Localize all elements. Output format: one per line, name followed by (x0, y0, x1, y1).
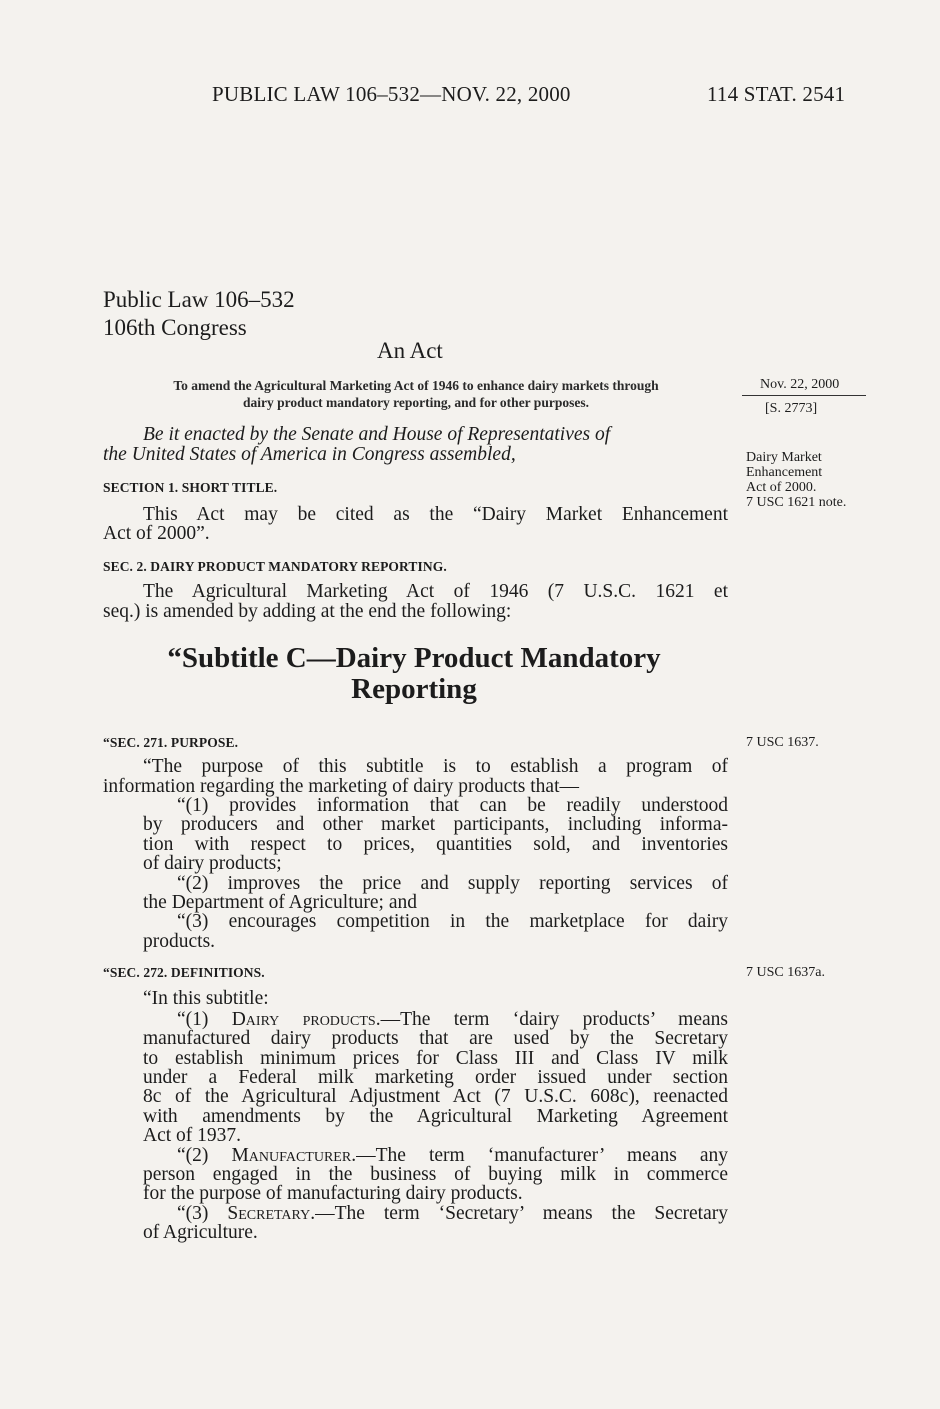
definition-2-first-line (177, 1146, 728, 1166)
an-act-label: An Act (377, 338, 443, 363)
margin-note-line: Enhancement (746, 465, 823, 480)
short-title-margin-note (746, 450, 846, 510)
body-line: of Agriculture. (143, 1222, 258, 1243)
margin-rule (742, 395, 866, 396)
section-2-heading: SEC. 2. DAIRY PRODUCT MANDATORY REPORTING. (103, 559, 447, 574)
defined-term: Secretary (227, 1203, 311, 1224)
body-line: “The purpose of this subtitle is to establish a program of (143, 756, 728, 777)
definition-3-first-line (177, 1204, 728, 1224)
enacting-clause-line: the United States of America in Congress assembled, (103, 444, 516, 465)
body-line: seq.) is amended by adding at the end the following: (103, 601, 512, 622)
congress-label: 106th Congress (103, 315, 247, 340)
enactment-date-note: Nov. 22, 2000 (760, 377, 840, 392)
defined-term: Dairy products (231, 1009, 376, 1030)
body-line: to establish minimum prices for Class III and Class IV milk (143, 1048, 728, 1069)
body-line: Act of 2000”. (103, 523, 210, 544)
act-purpose-line: dairy product mandatory reporting, and for other purposes. (243, 395, 589, 410)
sec-272-heading: “SEC. 272. DEFINITIONS. (103, 965, 265, 980)
body-line: tion with respect to prices, quantities sold, and inventories (143, 834, 728, 855)
body-line: “(2) improves the price and supply reporting services of (177, 873, 728, 894)
sec-271-heading: “SEC. 271. PURPOSE. (103, 735, 239, 750)
body-line: of dairy products; (143, 853, 282, 874)
body-line: “(3) encourages competition in the marketplace for dairy (177, 911, 728, 932)
section-1-heading: SECTION 1. SHORT TITLE. (103, 480, 278, 495)
body-line: This Act may be cited as the “Dairy Market Enhancement (143, 504, 728, 525)
public-law-number: Public Law 106–532 (103, 287, 295, 312)
body-line: with amendments by the Agricultural Marketing Agreement (143, 1106, 728, 1127)
body-line: under a Federal milk marketing order issued under section (143, 1067, 728, 1088)
definition-number: “(2) (177, 1145, 232, 1166)
definition-1-first-line (177, 1010, 728, 1030)
subtitle-heading-line: Reporting (351, 673, 477, 705)
body-line: information regarding the marketing of dairy products that— (103, 776, 579, 797)
definition-number: “(3) (177, 1203, 228, 1224)
definition-text: .—The term ‘dairy products’ means (375, 1009, 728, 1030)
act-purpose-summary (96, 377, 736, 411)
body-line: “(1) provides information that can be readily understood (177, 795, 728, 816)
margin-note-line: 7 USC 1621 note. (746, 495, 847, 510)
margin-note-line: Act of 2000. (746, 480, 817, 495)
body-line: The Agricultural Marketing Act of 1946 (7 U.S.C. 1621 et (143, 581, 728, 602)
definition-text: .—The term ‘Secretary’ means the Secretary (310, 1203, 728, 1224)
act-purpose-line: To amend the Agricultural Marketing Act of 1946 to enhance dairy markets through (173, 378, 659, 393)
running-header-left: PUBLIC LAW 106–532—NOV. 22, 2000 (212, 82, 571, 106)
sec-272-margin-note: 7 USC 1637a. (746, 965, 825, 980)
body-line: manufactured dairy products that are used by the Secretary (143, 1028, 728, 1049)
margin-note-line: Dairy Market (746, 450, 822, 465)
bill-number-note: [S. 2773] (765, 401, 818, 416)
definition-text: .—The term ‘manufacturer’ means any (351, 1145, 728, 1166)
section-1-text (143, 505, 728, 525)
subtitle-heading-line: “Subtitle C—Dairy Product Mandatory (167, 642, 661, 674)
body-line: “In this subtitle: (143, 988, 269, 1009)
running-header-right: 114 STAT. 2541 (707, 82, 846, 106)
body-line: person engaged in the business of buying milk in commerce (143, 1164, 728, 1185)
body-line: by producers and other market participants, including informa- (143, 814, 728, 835)
body-line: products. (143, 931, 216, 952)
definition-number: “(1) (177, 1009, 232, 1030)
subtitle-c-heading (64, 643, 764, 705)
defined-term: Manufacturer (231, 1145, 352, 1166)
body-line: 8c of the Agricultural Adjustment Act (7 U.S.C. 608c), reenacted (143, 1086, 728, 1107)
body-line: for the purpose of manufacturing dairy products. (143, 1183, 523, 1204)
body-line: Act of 1937. (143, 1125, 242, 1146)
sec-271-margin-note: 7 USC 1637. (746, 735, 819, 750)
body-line: the Department of Agriculture; and (143, 892, 417, 913)
enacting-clause-line: Be it enacted by the Senate and House of Representatives of (143, 424, 611, 445)
